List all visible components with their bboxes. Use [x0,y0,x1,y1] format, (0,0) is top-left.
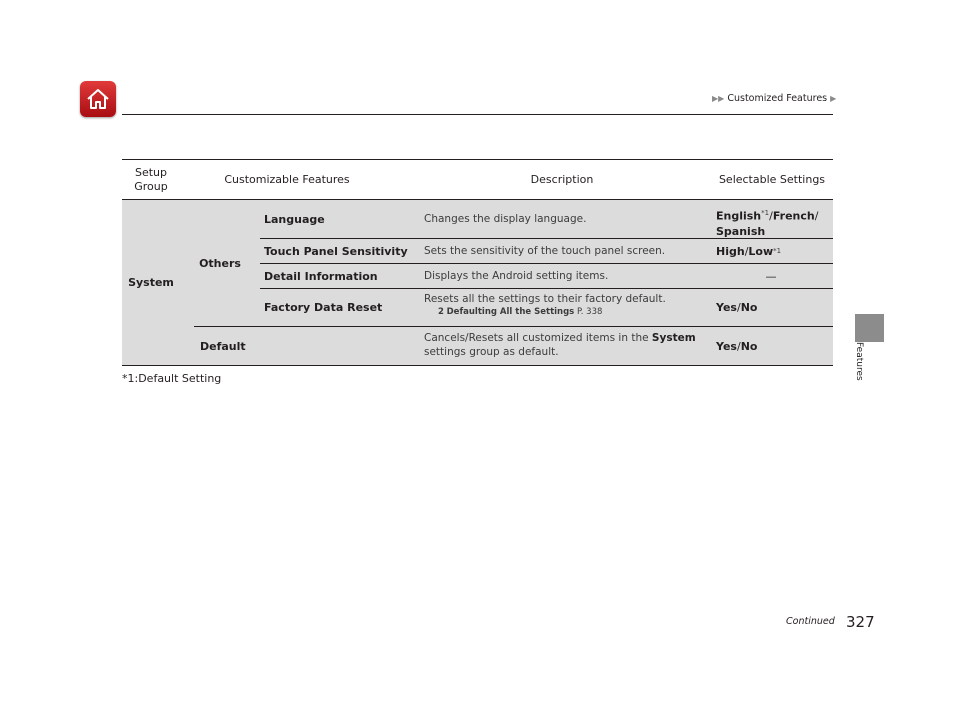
cross-reference-link[interactable]: 2 Defaulting All the Settings P. 338 [438,307,603,317]
table-body [122,200,833,366]
feature-language: Language [264,212,325,226]
feature-default: Default [200,339,246,353]
settings-touch-panel: High / Low *1 [716,244,782,258]
group-cell: System [128,276,174,289]
settings-language: English$^{*1}$/French/ Spanish [716,209,819,238]
description-touch-panel: Sets the sensitivity of the touch panel screen. [424,245,666,257]
feature-touch-panel: Touch Panel Sensitivity [264,244,408,258]
breadcrumb-arrow-icon: ▶ [830,94,837,103]
feature-factory-data-reset: Factory Data Reset [264,301,383,314]
home-button[interactable] [80,81,116,117]
breadcrumb-label: Customized Features [727,93,828,104]
header-customizable-features: Customizable Features [224,172,350,186]
section-tab-label: Features [854,342,864,381]
header-setup-group: Setup Group [134,165,168,193]
description-default: Cancels/Resets all customized items in the System settings group as default. [424,332,696,358]
settings-default: Yes / No [716,339,758,353]
home-icon [85,86,111,112]
page-number: 327 [846,613,875,631]
description-factory-data-reset: Resets all the settings to their factory default. 2 Defaulting All the Settings P. 338 [424,293,666,317]
breadcrumb-arrow-icon: ▶▶ [712,94,725,103]
feature-detail-information: Detail Information [264,269,378,283]
subgroup-cell: Others [199,256,241,270]
header-rule [122,114,833,115]
settings-table [122,159,833,366]
footnote: *1:Default Setting [122,372,222,385]
table-header [122,159,833,200]
header-description: Description [530,172,594,186]
continued-label: Continued [786,616,835,627]
section-tab[interactable] [855,314,884,342]
settings-factory-data-reset: Yes / No [716,301,758,314]
breadcrumb[interactable] [712,93,836,104]
description-detail-information: Displays the Android setting items. [424,270,609,282]
cross-reference-icon: 2 [438,307,444,317]
settings-detail-information: — [765,269,777,283]
header-selectable-settings: Selectable Settings [718,172,826,186]
description-language: Changes the display language. [424,213,587,225]
